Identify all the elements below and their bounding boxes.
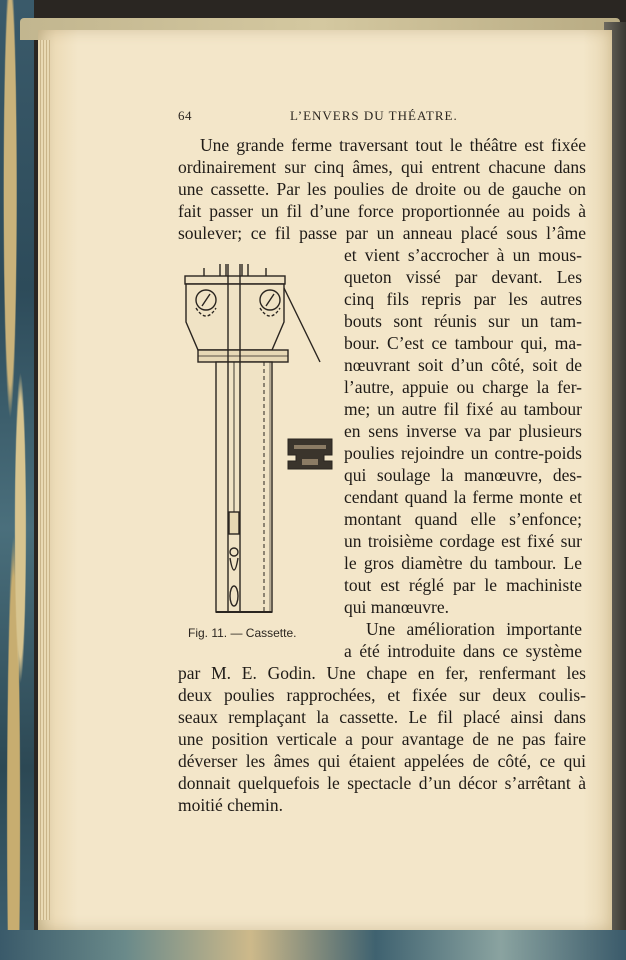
text-line: un troisième cordage est fixé sur (344, 531, 582, 551)
text-line: une cassette. Par les poulies de droite ou de gauche on (178, 179, 586, 199)
cover-marble-left (0, 0, 34, 960)
text-line: une position verticale a pour avantage de ne pas faire (178, 729, 586, 749)
paragraph-side (344, 244, 582, 662)
text-line: soulever; ce fil passe par un anneau placé sous l’âme (178, 223, 586, 243)
text-line: deux poulies rapprochées, et fixée sur deux coulis- (178, 685, 586, 705)
text-line: bour. C’est ce tambour qui, ma- (344, 333, 582, 353)
text-line: et vient s’accrocher à un mous- (344, 245, 582, 265)
text-line: donnait quelquefois le spectacle d’un décor s’arrêtant à (178, 773, 586, 793)
text-line: queton vissé par devant. Les (344, 267, 582, 287)
text-line: l’autre, appuie ou charge la fer- (344, 377, 582, 397)
text-line: seaux remplaçant la cassette. Le fil placé ainsi dans (178, 707, 586, 727)
text-line: fait passer un fil d’une force proportionnée au poids à (178, 201, 586, 221)
text-line: montant quand elle s’enfonce; (344, 509, 582, 529)
text-line: ordinairement sur cinq âmes, qui entrent chacune dans (178, 157, 586, 177)
text-line: tout est réglé par le machiniste (344, 575, 582, 595)
text-line: cendant quand la ferme monte et (344, 487, 582, 507)
running-header (178, 108, 586, 128)
running-title: L’ENVERS DU THÉATRE. (290, 108, 458, 123)
text-line: a été introduite dans ce système (344, 641, 582, 661)
text-line: poulies rejoindre un contre-poids (344, 443, 582, 463)
text-line: nœuvrant soit d’un côté, soit de (344, 355, 582, 375)
profile-section-icon (286, 437, 334, 471)
paragraph-bottom (178, 662, 586, 816)
paragraph-top (178, 134, 586, 244)
figure-caption: Fig. 11. — Cassette. (188, 626, 297, 640)
text-line: Une amélioration importante (366, 619, 582, 639)
text-line: bouts sont réunis sur un tam- (344, 311, 582, 331)
text-line: me; un autre fil fixé au tambour (344, 399, 582, 419)
text-line: en sens inverse va par plusieurs (344, 421, 582, 441)
text-line: le gros diamètre du tambour. Le (344, 553, 582, 573)
text-line: Une grande ferme traversant tout le théâtre est fixée (200, 135, 586, 155)
text-line: cinq fils repris par les autres (344, 289, 582, 309)
text-line: par M. E. Godin. Une chape en fer, renfermant les (178, 663, 586, 683)
text-line: qui soulage la manœuvre, des- (344, 465, 582, 485)
cover-marble-bottom (0, 930, 626, 960)
text-line: qui manœuvre. (344, 597, 449, 617)
text-line: moitié chemin. (178, 795, 283, 815)
page-stack-edge (38, 40, 50, 920)
text-line: déverser les âmes qui étaient appelées de côté, ce qui (178, 751, 586, 771)
page-number: 64 (178, 108, 192, 123)
